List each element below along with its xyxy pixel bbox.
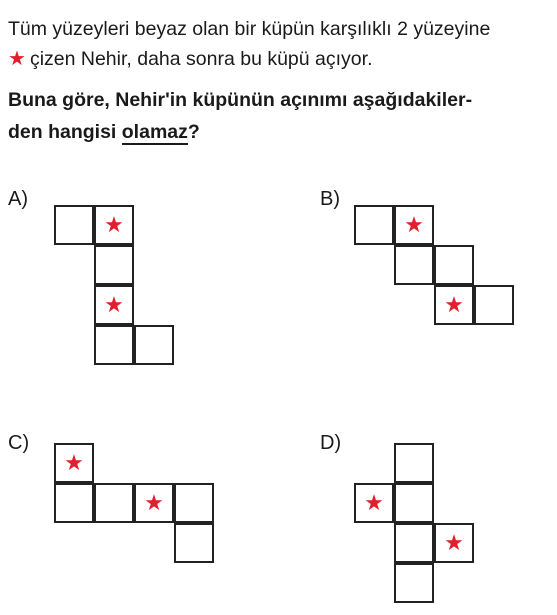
option-a-label[interactable]: A)	[8, 188, 28, 210]
prompt-suffix: ?	[187, 121, 200, 143]
net-face	[434, 245, 474, 285]
net-face	[54, 483, 94, 523]
net-face	[394, 205, 434, 245]
option-b-label[interactable]: B)	[320, 188, 340, 210]
net-face	[134, 483, 174, 523]
star-icon: ★	[8, 48, 26, 70]
net-face	[354, 483, 394, 523]
star-icon: ★	[104, 292, 124, 317]
star-icon: ★	[444, 292, 464, 317]
question-prompt-line-2	[8, 116, 553, 148]
net-face	[94, 205, 134, 245]
option-d-label[interactable]: D)	[320, 432, 342, 454]
star-icon: ★	[364, 490, 384, 515]
net-face	[474, 285, 514, 325]
question-line-2-text: çizen Nehir, daha sonra bu küpü açıyor.	[29, 48, 373, 70]
net-face	[434, 285, 474, 325]
net-face	[94, 483, 134, 523]
star-icon: ★	[144, 490, 164, 515]
star-icon: ★	[64, 450, 84, 475]
net-face	[94, 245, 134, 285]
net-face	[394, 443, 434, 483]
net-face	[394, 563, 434, 603]
prompt-prefix: den hangisi	[8, 121, 122, 143]
option-c-label[interactable]: C)	[8, 432, 30, 454]
net-face	[134, 325, 174, 365]
question-line-2	[8, 44, 553, 74]
star-icon: ★	[404, 212, 424, 237]
star-icon: ★	[104, 212, 124, 237]
net-face	[394, 483, 434, 523]
question-text	[8, 14, 553, 148]
net-face	[394, 245, 434, 285]
net-face	[54, 443, 94, 483]
net-face	[54, 205, 94, 245]
star-icon: ★	[444, 530, 464, 555]
underlined-word: olamaz	[121, 121, 188, 143]
net-face	[354, 205, 394, 245]
net-face	[174, 483, 214, 523]
net-face	[394, 523, 434, 563]
net-face	[94, 325, 134, 365]
question-prompt-line-1: Buna göre, Nehir'in küpünün açınımı aşağıdakiler-	[8, 89, 473, 111]
net-face	[94, 285, 134, 325]
net-face	[434, 523, 474, 563]
question-line-1: Tüm yüzeyleri beyaz olan bir küpün karşılıklı 2 yüzeyine	[8, 18, 491, 40]
net-face	[174, 523, 214, 563]
